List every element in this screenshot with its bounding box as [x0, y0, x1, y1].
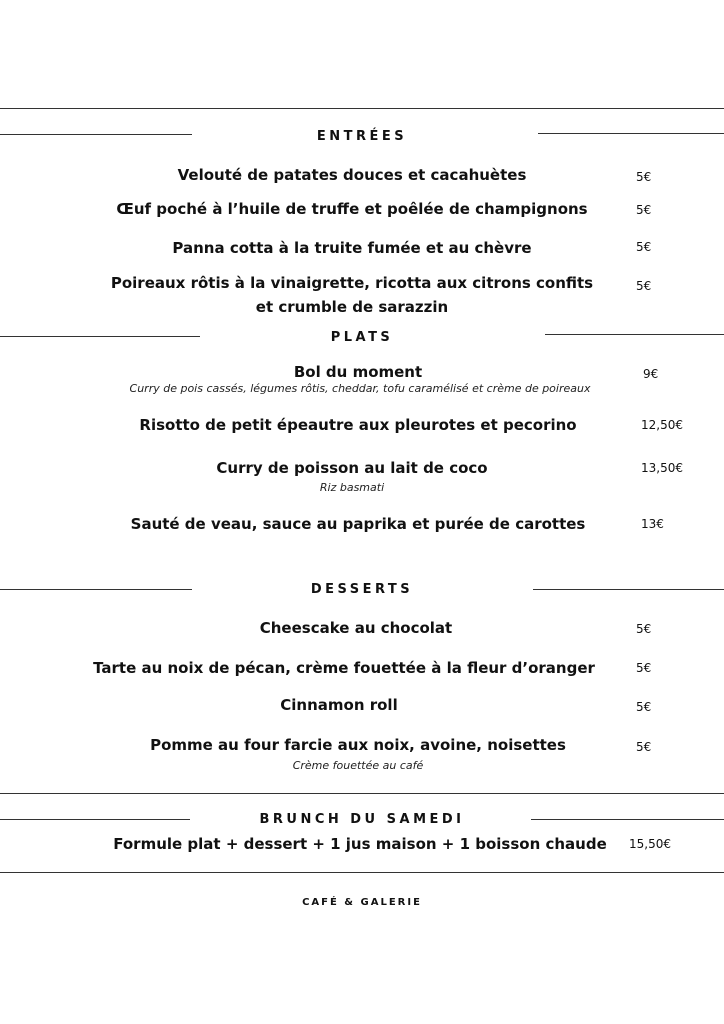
dessert-item-3-price: 5€ — [636, 700, 652, 714]
dessert-item-1-price: 5€ — [636, 622, 652, 636]
brunch-item-1-name: Formule plat + dessert + 1 jus maison + 1 boisson chaude — [113, 835, 607, 853]
plat-item-4-name: Sauté de veau, sauce au paprika et purée de carottes — [130, 515, 586, 533]
entree-item-2-price: 5€ — [636, 203, 652, 217]
dessert-item-1-name: Cheescake au chocolat — [259, 619, 453, 637]
desserts-heading: DESSERTS — [310, 582, 414, 597]
brunch-top-divider — [0, 793, 724, 794]
dessert-item-4-description: Crème fouettée au café — [292, 759, 424, 772]
plat-item-2-price: 12,50€ — [641, 418, 683, 432]
dessert-item-2-price: 5€ — [636, 661, 652, 675]
plat-item-4-price: 13€ — [641, 517, 664, 531]
brunch-heading: BRUNCH DU SAMEDI — [259, 812, 465, 827]
top-divider — [0, 108, 724, 109]
bottom-divider — [0, 872, 724, 873]
entree-item-3-name: Panna cotta à la truite fumée et au chèvre — [172, 239, 532, 257]
plat-item-3-description: Riz basmati — [319, 481, 385, 494]
footer-label: CAFÉ & GALERIE — [302, 897, 422, 908]
entree-item-2-name: Œuf poché à l’huile de truffe et poêlée de champignons — [116, 200, 588, 218]
dessert-item-3-name: Cinnamon roll — [280, 696, 398, 714]
entree-item-4-name-line2: et crumble de sarazzin — [255, 298, 449, 316]
plat-item-3-name: Curry de poisson au lait de coco — [216, 459, 488, 477]
entree-item-4-price: 5€ — [636, 279, 652, 293]
dessert-item-2-name: Tarte au noix de pécan, crème fouettée à la fleur d’oranger — [93, 659, 595, 677]
plat-item-1-price: 9€ — [643, 367, 659, 381]
entree-item-4-name-line1: Poireaux rôtis à la vinaigrette, ricotta aux citrons confits — [110, 274, 594, 292]
entrees-heading: ENTRÉES — [316, 129, 408, 144]
plats-heading: PLATS — [330, 330, 394, 345]
dessert-item-4-price: 5€ — [636, 740, 652, 754]
dessert-item-4-name: Pomme au four farcie aux noix, avoine, noisettes — [150, 736, 566, 754]
entree-item-1-price: 5€ — [636, 170, 652, 184]
plat-item-1-name: Bol du moment — [293, 363, 423, 381]
entree-item-3-price: 5€ — [636, 240, 652, 254]
plat-item-1-description: Curry de pois cassés, légumes rôtis, cheddar, tofu caramélisé et crème de poireaux — [129, 382, 591, 395]
plat-item-3-price: 13,50€ — [641, 461, 683, 475]
brunch-item-1-price: 15,50€ — [629, 837, 671, 851]
plat-item-2-name: Risotto de petit épeautre aux pleurotes et pecorino — [139, 416, 577, 434]
entree-item-1-name: Velouté de patates douces et cacahuètes — [177, 166, 527, 184]
